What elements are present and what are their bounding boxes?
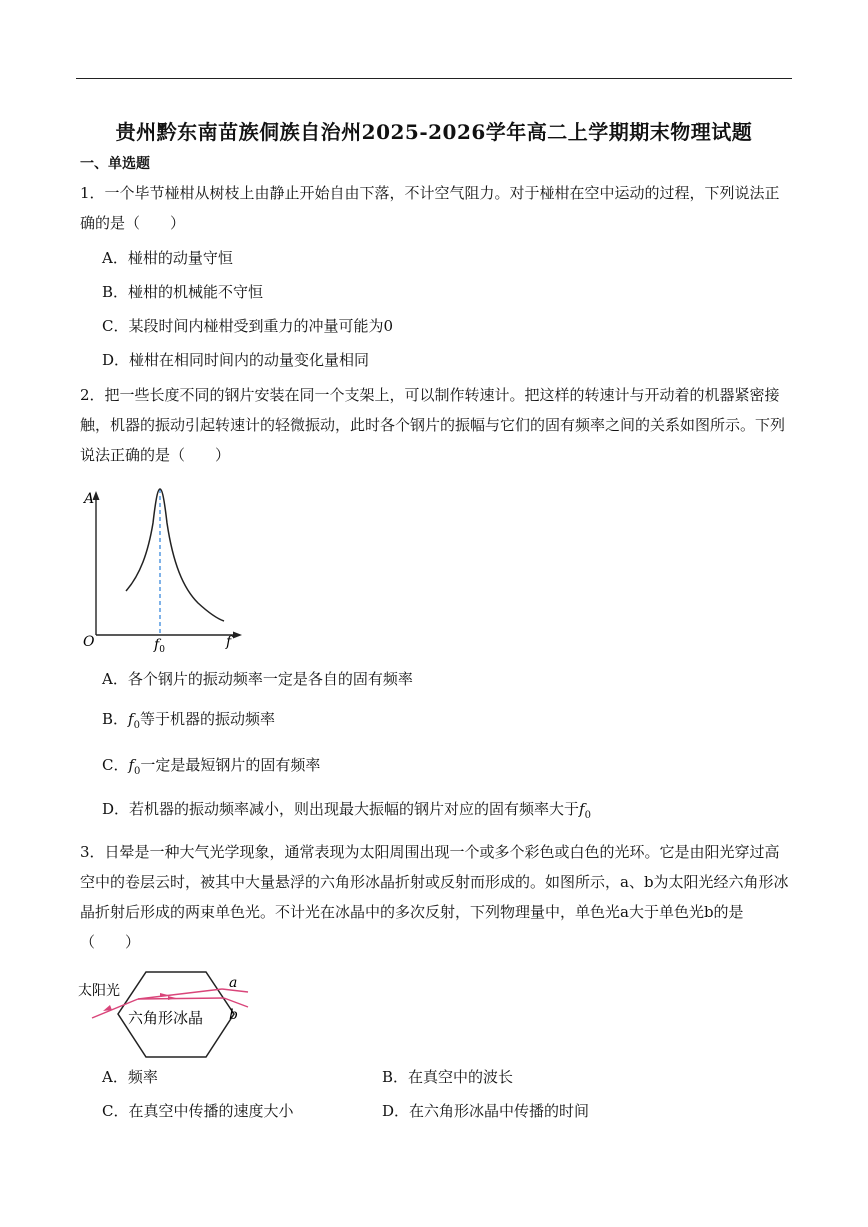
q2-option-b[interactable]: B．$f_0$等于机器的振动频率	[102, 710, 275, 731]
q1-option-b[interactable]: B．椪柑的机械能不守恒	[102, 283, 264, 301]
x-axis-label: f	[226, 634, 232, 650]
sunlight-label: 太阳光	[78, 983, 120, 999]
y-axis-label: A	[84, 491, 95, 507]
q3-option-d[interactable]: D．在六角形冰晶中传播的时间	[382, 1102, 590, 1120]
section-heading: 一、单选题	[80, 156, 150, 172]
q2-option-d[interactable]: D．若机器的振动频率减小，则出现最大振幅的钢片对应的固有频率大于$f_0$	[102, 800, 591, 821]
q1-option-c[interactable]: C．某段时间内椪柑受到重力的冲量可能为0	[102, 317, 394, 335]
origin-label: O	[83, 634, 95, 650]
ray-b-label: b	[229, 1007, 238, 1023]
page-title: 贵州黔东南苗族侗族自治州2025-2026学年高二上学期期末物理试题	[115, 120, 753, 144]
header-rule	[76, 78, 792, 79]
q3-option-c[interactable]: C．在真空中传播的速度大小	[102, 1102, 294, 1120]
q1-option-a[interactable]: A．椪柑的动量守恒	[102, 249, 233, 267]
resonance-curve-figure	[78, 483, 248, 658]
crystal-label: 六角形冰晶	[128, 1009, 204, 1027]
q2-option-a[interactable]: A．各个钢片的振动频率一定是各自的固有频率	[102, 670, 413, 688]
question-2-stem: 2．把一些长度不同的钢片安装在同一个支架上，可以制作转速计。把这样的转速计与开动着的机器紧密接触，机器的振动引起转速计的轻微振动，此时各个钢片的振幅与它们的固有频率之间的关系如图所示。下列说法正确的是（ ）	[80, 386, 786, 464]
q3-option-b[interactable]: B．在真空中的波长	[382, 1068, 514, 1086]
q1-option-d[interactable]: D．椪柑在相同时间内的动量变化量相同	[102, 351, 370, 369]
peak-frequency-label: $f_0$	[154, 637, 165, 655]
ice-crystal-figure	[76, 962, 256, 1062]
q2-option-c[interactable]: C．$f_0$一定是最短钢片的固有频率	[102, 756, 321, 777]
ray-a-label: a	[229, 975, 238, 991]
q3-option-a[interactable]: A．频率	[102, 1068, 158, 1086]
question-3-stem: 3．日晕是一种大气光学现象，通常表现为太阳周围出现一个或多个彩色或白色的光环。它是由阳光穿过高空中的卷层云时，被其中大量悬浮的六角形冰晶折射或反射而形成的。如图所示，a、b为太阳光经六角形冰晶折射后形成的两束单色光。不计光在冰晶中的多次反射，下列物理量中，单色光a大于单色光b的是（ ）	[80, 843, 789, 951]
question-1-stem: 1．一个毕节椪柑从树枝上由静止开始自由下落，不计空气阻力。对于椪柑在空中运动的过程，下列说法正确的是（ ）	[80, 184, 780, 232]
